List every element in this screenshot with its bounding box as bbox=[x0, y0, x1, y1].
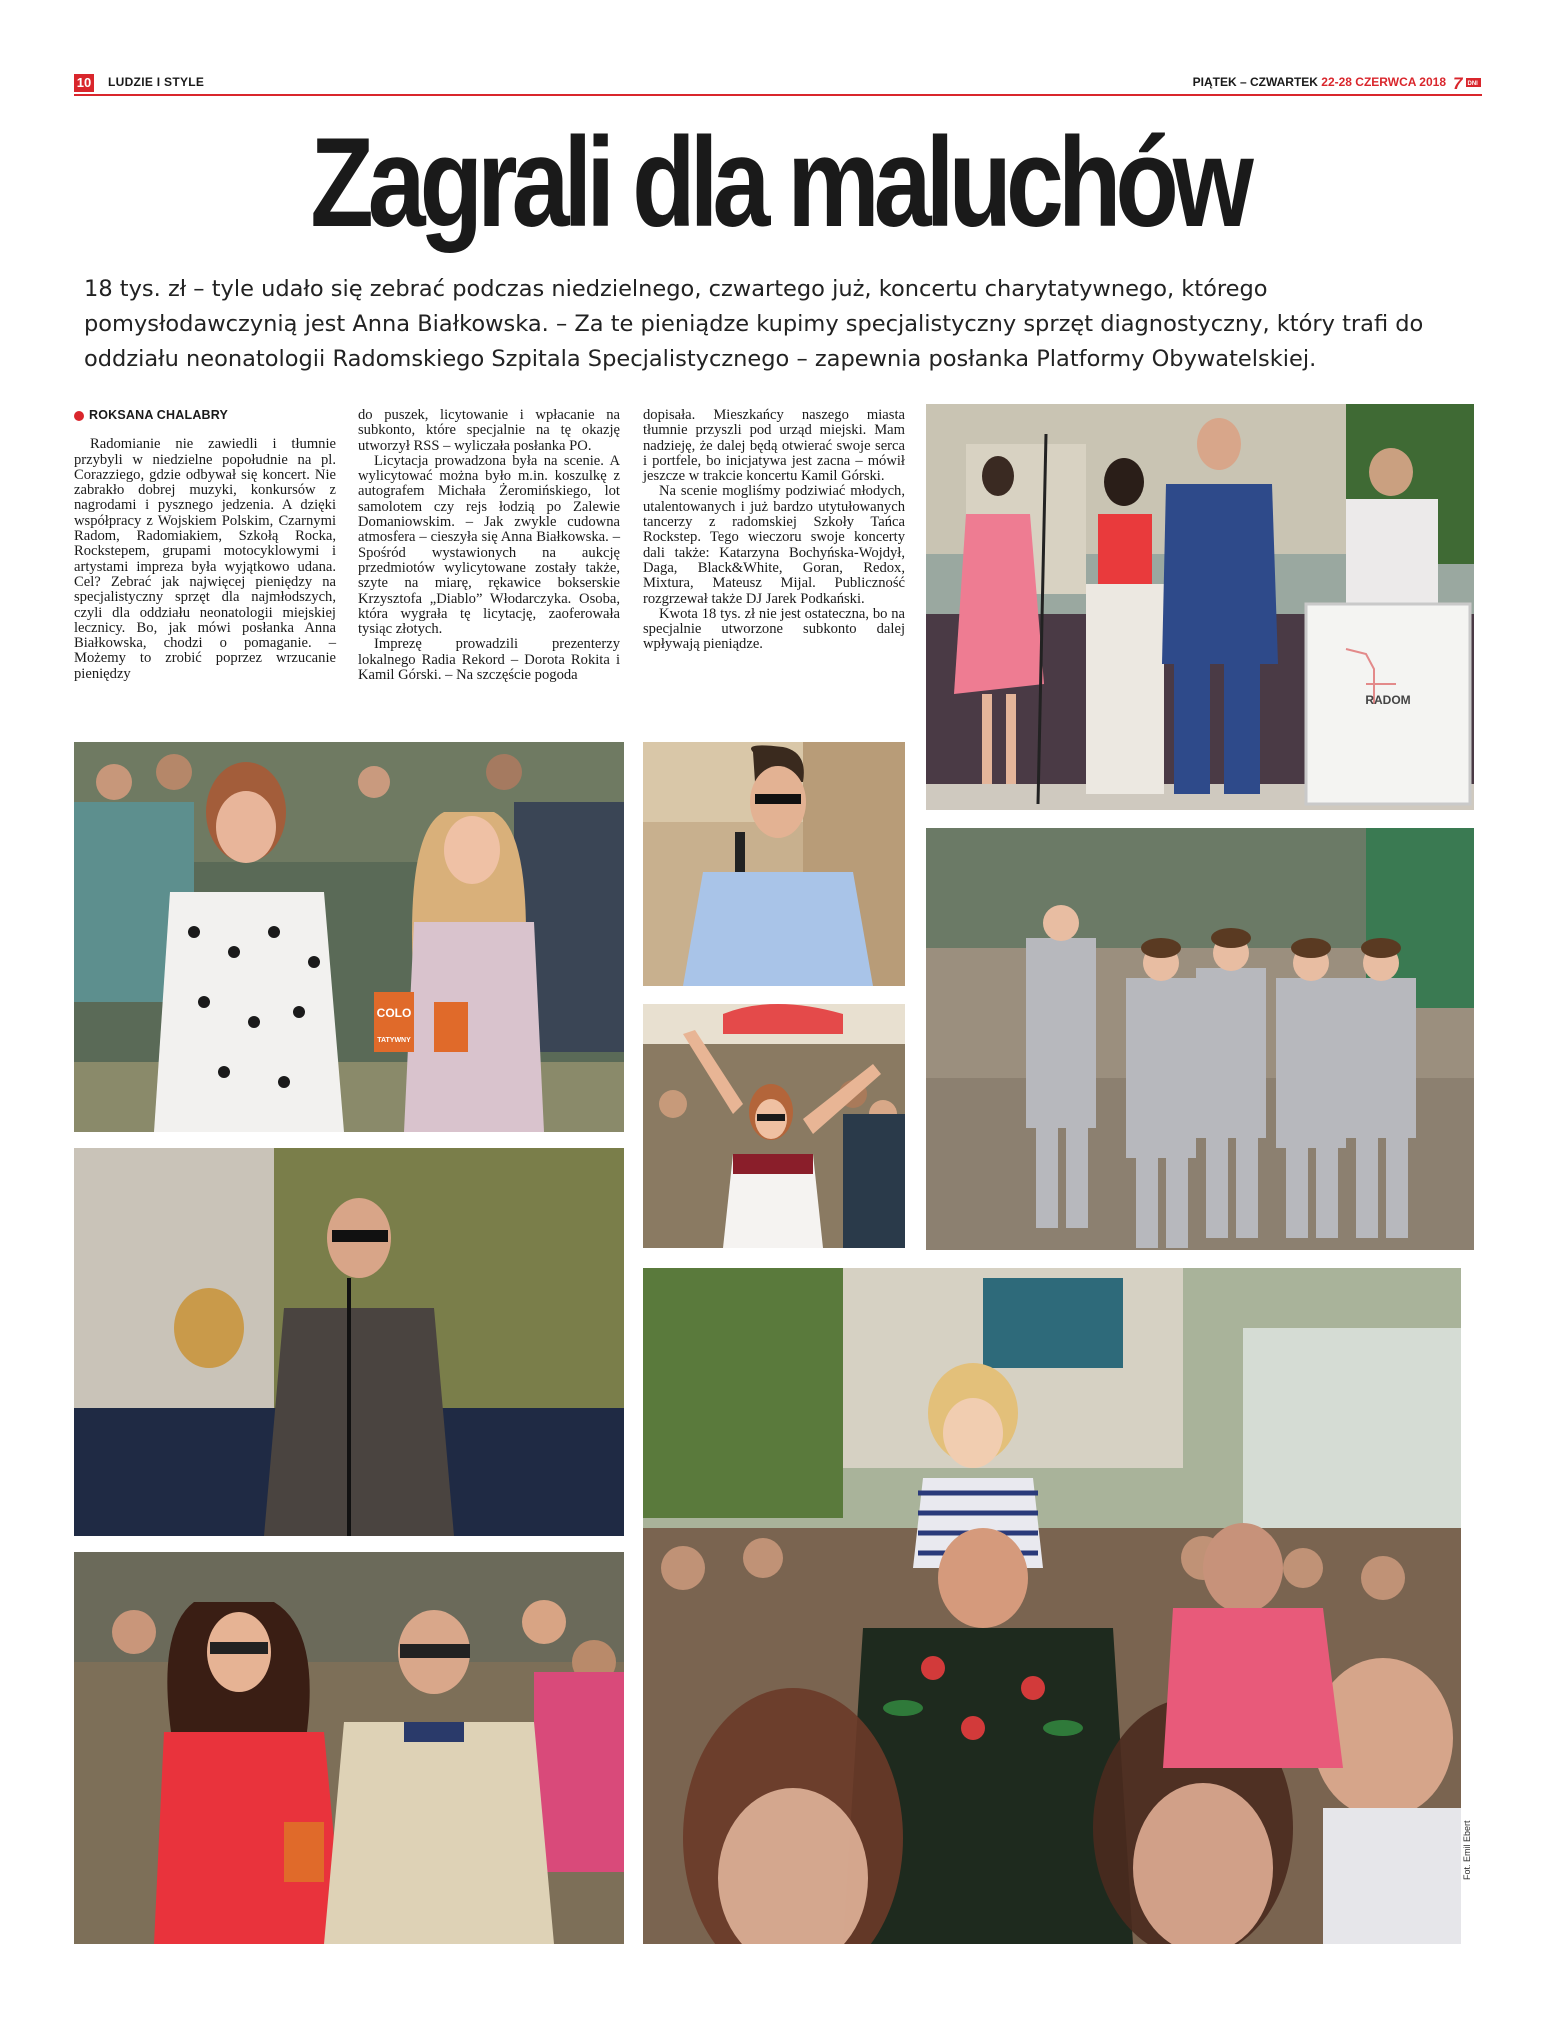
svg-text:DNI: DNI bbox=[1467, 81, 1478, 87]
photo-dance-group bbox=[926, 828, 1474, 1250]
byline-dot-icon bbox=[74, 411, 84, 421]
paragraph: Na scenie mogliśmy podziwiać młodych, utalentowanych i już bardzo utytułowanych tancerzy z radomskiej Szkoły Tańca Rockstep. Tego wieczoru swoje koncerty dali także: Katarzyna Bochyńska-Wojdył, Daga, Black&White, Goran, Redox, Mixtura, Mateusz Mijal. Publiczność rozgrzewał także DJ Jarek Podkański. bbox=[643, 483, 905, 607]
header-rule bbox=[74, 94, 1482, 96]
photo-presenter-man bbox=[643, 742, 905, 986]
issue-date bbox=[1193, 75, 1446, 89]
paragraph: Licytacja prowadzona była na scenie. A wylicytować można było m.in. koszulkę z autografem Michała Żeromińskiego, lot samolotem czy rejs łodzią po Zalewie Domaniowskim. – Jak zwykle cudowna atmosfera – cieszyła się Anna Białkowska. – Spośród wystawionych na aukcję przedmiotów wylicytowane zostały także, szyte na miarę, rękawice bokserskie Krzysztofa „Diablo” Włodarczyka. Osoba, która wygrała tę licytację, zaoferowała tysiąc złotych. bbox=[358, 452, 620, 638]
article-column-1 bbox=[74, 408, 336, 682]
article-column-3 bbox=[643, 408, 905, 653]
svg-text:TATYWNY: TATYWNY bbox=[377, 1037, 411, 1044]
photo-hosts-with-cans bbox=[74, 1552, 624, 1944]
paragraph: Kwota 18 tys. zł nie jest ostateczna, bo na specjalnie utworzone subkonto dalej wpływają pieniądze. bbox=[643, 605, 905, 653]
date-range: 22-28 CZERWCA 2018 bbox=[1321, 75, 1446, 89]
photo-stage-speaker bbox=[926, 404, 1474, 810]
article-title: Zagrali dla maluchów bbox=[310, 112, 1248, 255]
page-header bbox=[74, 74, 1482, 96]
article-column-2 bbox=[358, 408, 620, 683]
svg-text:7: 7 bbox=[1453, 74, 1463, 92]
section-name: LUDZIE I STYLE bbox=[108, 75, 205, 89]
paragraph: Imprezę prowadzili prezenterzy lokalnego Radia Rekord – Dorota Rokita i Kamil Górski. – Na szczęście pogoda bbox=[358, 636, 620, 684]
photo-crowd-father-child bbox=[643, 1268, 1461, 1944]
author-byline bbox=[74, 408, 336, 423]
page-number: 10 bbox=[74, 74, 94, 92]
paragraph: do puszek, licytowanie i wpłacanie na subkonto, które specjalnie na tę okazję utworzył RSS – wyliczała posłanka PO. bbox=[358, 407, 620, 454]
photo-singer-man bbox=[74, 1148, 624, 1536]
photo-credit: Fot. Emil Ebert bbox=[1462, 1820, 1472, 1880]
date-prefix: PIĄTEK – CZWARTEK bbox=[1192, 75, 1322, 89]
newspaper-logo bbox=[1452, 74, 1482, 92]
photo-girls-with-cans bbox=[74, 742, 624, 1132]
svg-text:RADOM: RADOM bbox=[1365, 693, 1411, 707]
paragraph: Radomianie nie zawiedli i tłumnie przybyli w niedzielne popołudnie na pl. Corazziego, gdzie odbywał się koncert. Nie zabrakło dobrej muzyki, konkursów z nagrodami i pysznego jedzenia. A dzięki współpracy z Wojskiem Polskim, Czarnymi Radom, Radomiakiem, Szkołą Rocka, Rockstepem, grupami motocyklowymi i artystami impreza była wyjątkowo udana. Cel? Zebrać jak najwięcej pieniędzy na specjalistyczny sprzęt dla najmłodszych, czyli dla oddziału neonatologii miejskiej lecznicy. Bo, jak mówi posłanka Anna Białkowska, chodzi o pomaganie. – Możemy to zrobić poprzez wrzucanie pieniędzy bbox=[74, 436, 336, 682]
svg-text:COLO: COLO bbox=[376, 1006, 412, 1020]
paragraph: dopisała. Mieszkańcy naszego miasta tłumnie przyszli pod urząd miejski. Mam nadzieję, że dalej będą otwierać swoje serca i portfele, bo inicjatywa jest zacna – mówił jeszcze w trakcie koncertu Kamil Górski. bbox=[643, 407, 905, 485]
article-lead: 18 tys. zł – tyle udało się zebrać podczas niedzielnego, czwartego już, koncertu charytatywnego, którego pomysłodawczynią jest Anna Białkowska. – Za te pieniądze kupimy specjalistyczny sprzęt diagnostyczny, który trafi do oddziału neonatologii Radomskiego Szpitala Specjalistycznego – zapewnia posłanka Platformy Obywatelskiej. bbox=[84, 276, 1424, 372]
photo-dancing-woman bbox=[643, 1004, 905, 1248]
author-name: ROKSANA CHALABRY bbox=[89, 408, 229, 422]
